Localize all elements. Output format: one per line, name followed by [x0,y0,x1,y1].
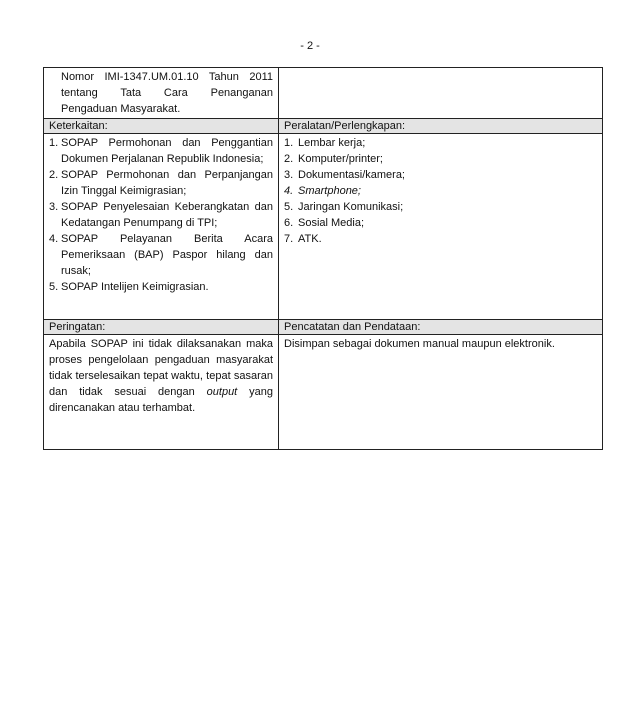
peralatan-header: Peralatan/Perlengkapan: [279,119,603,134]
peringatan-text: Apabila SOPAP ini tidak dilaksanakan maka proses pengelolaan pengaduan masyarakat tidak terselesaikan tepat waktu, tepat sasaran dan tidak sesuai dengan output yang direncanakan atau terhambat. [49,338,273,414]
peringatan-header: Peringatan: [44,320,279,335]
table-row [44,335,603,450]
list-item: 5. SOPAP Intelijen Keimigrasian. [49,281,209,293]
list-item: 2. Komputer/printer; [284,153,383,165]
table-row [44,134,603,320]
top-left-cell [44,68,279,119]
pencatatan-text: Disimpan sebagai dokumen manual maupun elektronik. [284,338,555,350]
list-item: 2. SOPAP Permohonan dan Perpanjangan Izin Tinggal Keimigrasian; [49,169,273,197]
top-right-cell [279,68,603,119]
regulation-reference: Nomor IMI-1347.UM.01.10 Tahun 2011 tentang Tata Cara Penanganan Pengaduan Masyarakat. [61,71,273,115]
list-item: 4. SOPAP Pelayanan Berita Acara Pemeriksaan (BAP) Paspor hilang dan rusak; [49,233,273,277]
peralatan-cell [279,134,603,320]
keterkaitan-list [49,135,273,295]
table-row [44,68,603,119]
keterkaitan-header: Keterkaitan: [44,119,279,134]
table-row [44,119,603,134]
list-item: 1. SOPAP Permohonan dan Penggantian Dokumen Perjalanan Republik Indonesia; [49,137,273,165]
keterkaitan-cell [44,134,279,320]
peralatan-list [284,135,597,247]
table-row [44,320,603,335]
list-item: 3. Dokumentasi/kamera; [284,169,405,181]
page-number: - 2 - [300,40,320,52]
list-item: 6. Sosial Media; [284,217,365,229]
list-item: 3. SOPAP Penyelesaian Keberangkatan dan Kedatangan Penumpang di TPI; [49,201,273,229]
list-item: 7. ATK. [284,233,322,245]
list-item: 5. Jaringan Komunikasi; [284,201,404,213]
peringatan-cell [44,335,279,450]
pencatatan-cell [279,335,603,450]
pencatatan-header: Pencatatan dan Pendataan: [279,320,603,335]
list-item: 4. Smartphone; [284,185,361,197]
sop-table [43,67,603,450]
list-item: 1. Lembar kerja; [284,137,366,149]
